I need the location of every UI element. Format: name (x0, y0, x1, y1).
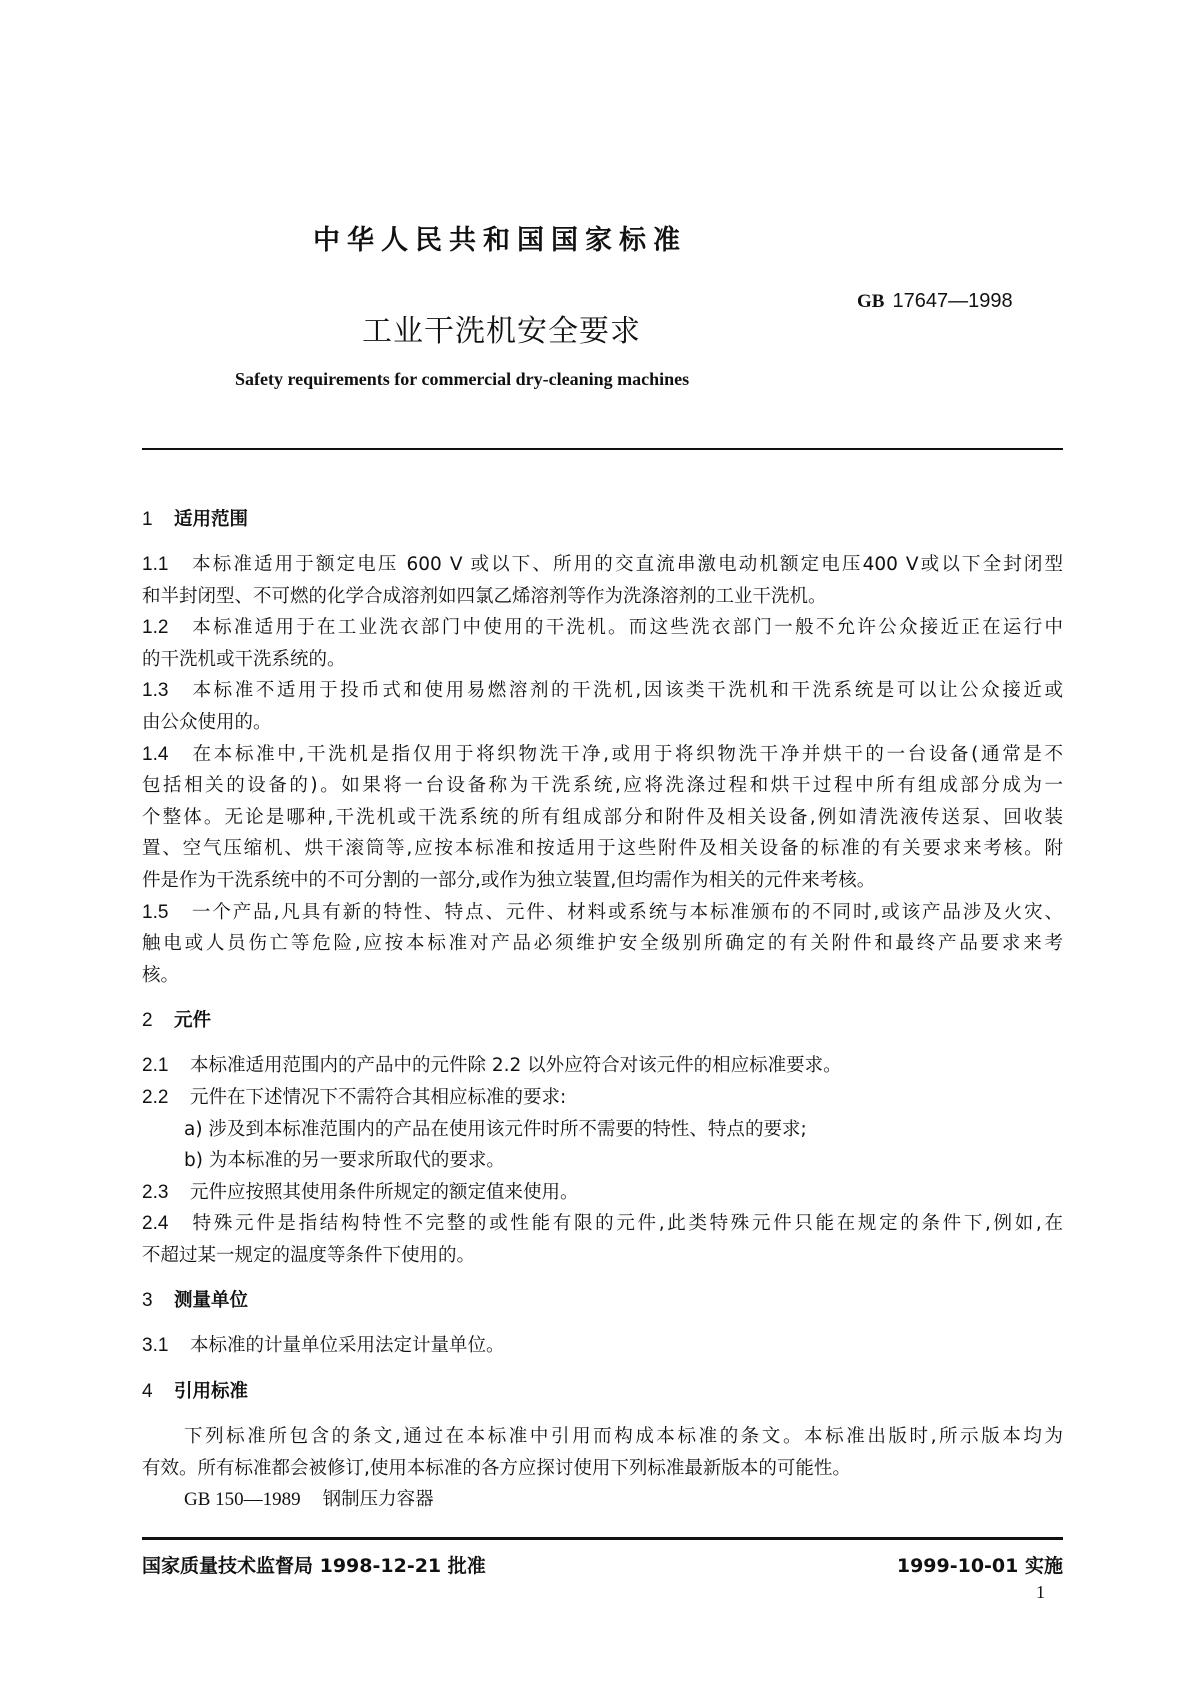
list-item: b) 为本标准的另一要求所取代的要求。 (184, 1150, 505, 1172)
clause-line: 和半封闭型、不可燃的化学合成溶剂如四氯乙烯溶剂等作为洗涤溶剂的工业干洗机。 (142, 585, 827, 607)
clause-text: 元件应按照其使用条件所规定的额定值来使用。 (190, 1181, 579, 1203)
clause-line (142, 612, 1063, 644)
section-heading (142, 1005, 1063, 1037)
section-number: 1 (142, 509, 153, 530)
clause-line (142, 1177, 1063, 1209)
document-body (142, 504, 1063, 1516)
section-title: 引用标准 (174, 1381, 249, 1403)
clause-line: 置、空气压缩机、烘干滚筒等,应按本标准和按适用于这些附件及相关设备的标准的有关要求来考核。附 (142, 838, 1063, 860)
clause-number: 1.1 (142, 554, 169, 575)
clause-text: 一个产品,凡具有新的特性、特点、元件、材料或系统与本标准颁布的不同时,或该产品涉及火灾、 (190, 901, 1063, 923)
list-item: a) 涉及到本标准范围内的产品在使用该元件时所不需要的特性、特点的要求; (184, 1118, 807, 1140)
reference-item (142, 1484, 1063, 1516)
clause-number: 2.1 (142, 1055, 169, 1077)
clause-number: 1.3 (142, 680, 169, 702)
document-title: 工业干洗机安全要求 (362, 314, 641, 349)
clause-line (142, 1208, 1063, 1240)
clause-number: 3.1 (142, 1335, 169, 1357)
clause-line (142, 1330, 1063, 1362)
clause-line: 不超过某一规定的温度等条件下使用的。 (142, 1244, 476, 1266)
clause-line (142, 1082, 1063, 1114)
clause-text: 本标准适用范围内的产品中的元件除 2.2 以外应符合对该元件的相应标准要求。 (190, 1055, 842, 1077)
clause-text: 特殊元件是指结构特性不完整的或性能有限的元件,此类特殊元件只能在规定的条件下,例如,在 (190, 1213, 1063, 1235)
clause-line (142, 897, 1063, 929)
standard-code (857, 288, 1013, 313)
section-heading (142, 1285, 1063, 1317)
clause-line (142, 549, 1063, 581)
section-title: 元件 (174, 1010, 212, 1032)
clause-line: 包括相关的设备的)。如果将一台设备称为干洗系统,应将洗涤过程和烘干过程中所有组成部分成为一 (142, 775, 1063, 797)
reference-code: GB 150—1989 (184, 1489, 301, 1511)
clause-number: 2.3 (142, 1181, 169, 1203)
clause-text: 本标准不适用于投币式和使用易燃溶剂的干洗机,因该类干洗机和干洗系统是可以让公众接近或 (190, 680, 1063, 702)
national-standard-heading: 中华人民共和国国家标准 (313, 225, 687, 256)
clause-line (142, 675, 1063, 707)
paragraph-line: 有效。所有标准都会被修订,使用本标准的各方应探讨使用下列标准最新版本的可能性。 (142, 1457, 851, 1479)
section-number: 2 (142, 1010, 153, 1032)
section-heading (142, 504, 1063, 536)
standard-code-prefix: GB (857, 291, 885, 312)
clause-number: 1.5 (142, 901, 169, 923)
document-title-english: Safety requirements for commercial dry-cleaning machines (235, 369, 690, 389)
clause-text: 本标准适用于额定电压 600 V 或以下、所用的交直流串激电动机额定电压400 V或以下全封闭型 (190, 554, 1063, 575)
header-divider (142, 448, 1063, 450)
section-heading (142, 1376, 1063, 1408)
footer-divider (142, 1537, 1063, 1540)
clause-text: 本标准的计量单位采用法定计量单位。 (190, 1335, 505, 1357)
clause-line: 的干洗机或干洗系统的。 (142, 648, 346, 670)
clause-line: 件是作为干洗系统中的不可分割的一部分,或作为独立装置,但均需作为相关的元件来考核。 (142, 869, 876, 891)
clause-number: 2.4 (142, 1213, 169, 1235)
clause-line (142, 739, 1063, 771)
clause-text: 元件在下述情况下不需符合其相应标准的要求: (190, 1086, 567, 1108)
section-title: 适用范围 (174, 509, 249, 530)
clause-number: 1.4 (142, 743, 169, 765)
clause-text: 本标准适用于在工业洗衣部门中使用的干洗机。而这些洗衣部门一般不允许公众接近正在运行中 (190, 617, 1063, 639)
page-number: 1 (1036, 1582, 1045, 1602)
section-number: 4 (142, 1381, 153, 1403)
clause-line: 由公众使用的。 (142, 711, 272, 733)
approval-info: 国家质量技术监督局 1998-12-21 批准 (142, 1555, 486, 1577)
section-title: 测量单位 (174, 1290, 249, 1312)
effective-date: 1999-10-01 实施 (896, 1555, 1063, 1577)
clause-line (142, 1050, 1063, 1082)
reference-title: 钢制压力容器 (322, 1489, 434, 1511)
clause-line: 个整体。无论是哪种,干洗机或干洗系统的所有组成部分和附件及相关设备,例如清洗液传送泵、回收装 (142, 806, 1063, 828)
clause-line: 触电或人员伤亡等危险,应按本标准对产品必须维护安全级别所确定的有关附件和最终产品要求来考 (142, 933, 1063, 955)
standard-code-number: 17647—1998 (892, 290, 1013, 312)
clause-text: 在本标准中,干洗机是指仅用于将织物洗干净,或用于将织物洗干净并烘干的一台设备(通常是不 (190, 743, 1063, 765)
clause-number: 2.2 (142, 1086, 169, 1108)
clause-line: 核。 (142, 964, 180, 986)
section-number: 3 (142, 1290, 153, 1312)
paragraph-line: 下列标准所包含的条文,通过在本标准中引用而构成本标准的条文。本标准出版时,所示版本均为 (184, 1426, 1063, 1448)
clause-number: 1.2 (142, 617, 169, 639)
